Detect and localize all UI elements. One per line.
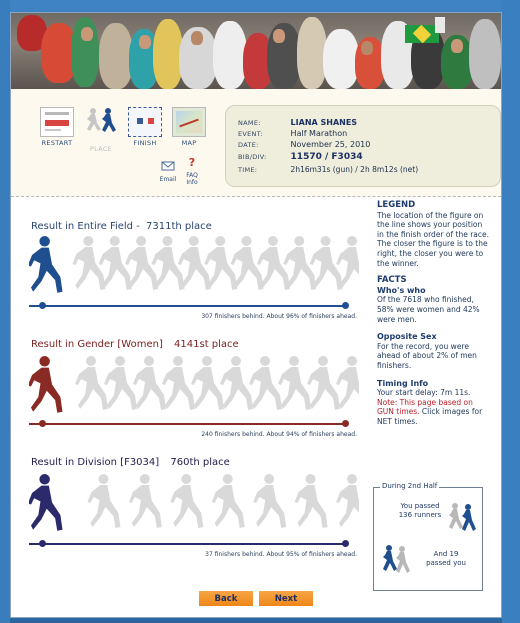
position-line-gender (29, 423, 347, 425)
timing-start-delay: Your start delay: 7m 11s. (377, 388, 471, 398)
timing-title: Timing Info (377, 378, 429, 388)
finish-button[interactable] (123, 107, 167, 147)
passed-you-text: And 19 passed you (426, 550, 466, 567)
position-line-field (29, 305, 347, 307)
ghost-runner (170, 474, 203, 528)
passing-runners-icon (446, 502, 480, 538)
facts-title: FACTS (377, 275, 407, 286)
ghost-runner (104, 356, 137, 410)
ghost-runner (129, 474, 162, 528)
map-button[interactable] (167, 107, 211, 147)
ghost-runner (336, 356, 359, 410)
opposite-sex-title: Opposite Sex (377, 332, 437, 342)
svg-text:?: ? (188, 156, 196, 168)
result-division-label: Result in Division [F3034] (31, 457, 160, 468)
runner-strip-division[interactable] (29, 473, 359, 537)
result-gender-label: Result in Gender [Women] (31, 339, 163, 350)
bib-row (238, 152, 363, 162)
opposite-sex-text: For the record, you were ahead of about 2% of men finishers. (377, 341, 477, 370)
result-division-title (31, 457, 230, 468)
legend-text: The location of the figure on the line shows your position in the finish order of the race. The closer the figure is to the right, the closer you were to the winner. (377, 210, 490, 268)
result-gender-caption: 240 finishers behind. About 94% of finishers ahead. (201, 431, 357, 438)
result-field-caption: 307 finishers behind. About 96% of finishers ahead. (201, 313, 357, 320)
sidebar (377, 201, 491, 426)
page-background-right (502, 0, 520, 623)
runner-info-card (225, 105, 501, 187)
next-button[interactable]: Next (259, 591, 313, 606)
faq-info-button[interactable] (179, 153, 205, 186)
your-position-runner (29, 236, 63, 293)
result-gender-place: 4141st place (174, 339, 239, 350)
page-background-left (0, 0, 10, 623)
runner-figures (29, 355, 359, 419)
ghost-runner (75, 356, 108, 410)
timing-note-rest[interactable]: Click images for NET times. (377, 407, 483, 426)
event-value: Half Marathon (290, 129, 348, 138)
event-row (238, 129, 347, 138)
position-marker (39, 540, 46, 547)
question-icon (185, 156, 199, 168)
date-row (238, 140, 370, 149)
result-field-place: 7311th place (146, 221, 212, 232)
ghost-runner (87, 474, 120, 528)
finish-icon (128, 107, 162, 137)
your-position-runner (29, 356, 63, 413)
whos-who-text: Of the 7618 who finished, 58% were women and 42% were men. (377, 295, 480, 324)
time-value: 2h16m31s (gun) / 2h 8m12s (net) (290, 165, 419, 174)
ghost-runner (133, 356, 166, 410)
name-row (238, 118, 357, 127)
event-key: EVENT: (238, 130, 263, 138)
result-field-label: Result in Entire Field - (31, 221, 140, 232)
ghost-runner (162, 356, 195, 410)
position-line-division (29, 543, 347, 545)
restart-button[interactable] (35, 107, 79, 147)
position-marker (39, 302, 46, 309)
ghost-runner (336, 474, 359, 528)
restart-icon (40, 107, 74, 137)
ghost-runner (278, 356, 311, 410)
results-main (11, 199, 373, 579)
result-division-caption: 37 finishers behind. About 95% of finishers ahead. (205, 551, 357, 558)
passed-runners-text: You passed 136 runners (398, 502, 442, 519)
ghost-runner (295, 474, 328, 528)
map-icon (172, 107, 206, 137)
back-button[interactable]: Back (199, 591, 253, 606)
date-value: November 25, 2010 (290, 140, 371, 149)
result-field-title (31, 221, 212, 232)
second-half-box (373, 482, 483, 591)
bib-value: 11570 / F3034 (290, 152, 363, 162)
runner-figures (29, 235, 359, 299)
your-position-runner (29, 474, 63, 531)
position-marker (39, 420, 46, 427)
line-end-marker (342, 302, 349, 309)
runner-strip-gender[interactable] (29, 355, 359, 419)
runner-strip-field[interactable] (29, 235, 359, 299)
name-key: NAME: (238, 119, 261, 127)
line-end-marker (342, 420, 349, 427)
legend-title: LEGEND (377, 200, 416, 210)
restart-label: RESTART (41, 139, 73, 147)
result-division-place: 760th place (170, 457, 230, 468)
results-frame (10, 12, 502, 618)
ghost-runner (253, 474, 286, 528)
second-half-legend: During 2nd Half (382, 482, 438, 490)
bib-key: BIB/DIV: (238, 153, 267, 161)
ghost-runner (212, 474, 245, 528)
email-icon (161, 160, 175, 172)
whos-who-title: Who's who (377, 285, 426, 295)
place-icon (81, 107, 121, 139)
place-label: PLACE (89, 145, 113, 153)
passed-by-runners-icon (380, 544, 414, 580)
faq-label: FAQ (186, 172, 198, 179)
ghost-runner (307, 356, 340, 410)
runner-name: LIANA SHANES (290, 118, 358, 127)
banner-photo (11, 13, 501, 89)
place-button[interactable] (79, 107, 123, 153)
result-gender-title (31, 339, 239, 350)
email-label: Email (159, 176, 177, 183)
finish-label: FINISH (133, 139, 157, 147)
line-end-marker (342, 540, 349, 547)
timing-note: Note: This page based on GUN times. (377, 397, 473, 417)
email-button[interactable] (155, 157, 181, 183)
runner-figures (29, 473, 359, 537)
map-label: MAP (181, 139, 197, 147)
date-key: DATE: (238, 141, 259, 149)
timing-text (377, 388, 491, 426)
time-key: TIME: (238, 166, 258, 174)
time-row (238, 165, 418, 174)
ghost-runner (191, 356, 224, 410)
info-label: Info (186, 179, 198, 186)
ghost-runner (249, 356, 282, 410)
ghost-runner (220, 356, 253, 410)
